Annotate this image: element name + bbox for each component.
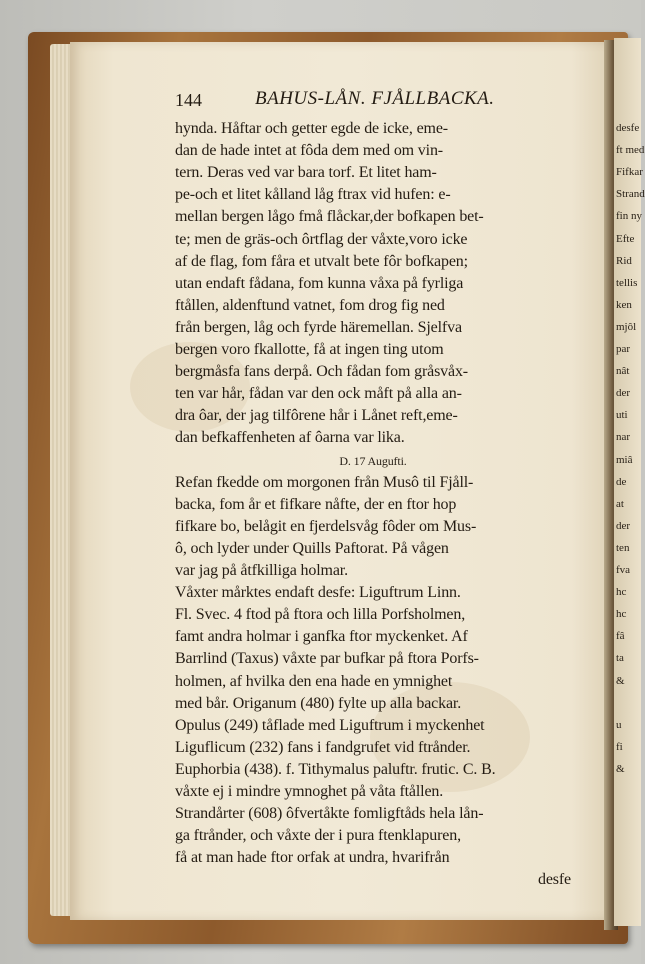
facing-text-fragment: tellis xyxy=(616,276,638,289)
text-line: holmen, af hvilka den ena hade en ymnighet xyxy=(175,672,453,690)
facing-text-fragment: desfe xyxy=(616,122,640,134)
facing-text-fragment: hc xyxy=(616,586,627,599)
facing-text-fragment: ta xyxy=(616,652,624,665)
text-line: pe-och et litet kålland låg ftrax vid hufen: e- xyxy=(175,186,451,204)
text-line: fifkare bo, belågit en fjerdelsvåg fôder om Mus- xyxy=(175,517,477,535)
facing-text-fragment: der xyxy=(616,519,631,532)
facing-text-fragment: at xyxy=(616,497,624,510)
text-line: Refan fkedde om morgonen från Musô til Fjåll- xyxy=(175,473,474,491)
text-line: hynda. Håftar och getter egde de icke, eme- xyxy=(175,120,448,137)
text-line: ô, och lyder under Quills Paftorat. På vågen xyxy=(175,539,449,557)
facing-text-fragment: Strand xyxy=(616,188,645,201)
facing-text-fragment: fâ xyxy=(616,630,625,643)
facing-text-fragment: mjôl xyxy=(616,320,637,333)
text-line: Euphorbia (438). f. Tithymalus paluftr. frutic. C. B. xyxy=(175,760,496,778)
text-line: famt andra holmar i ganfka ftor myckenket. Af xyxy=(175,628,468,646)
facing-text-fragment: u xyxy=(616,718,622,731)
facing-text-fragment: Rid xyxy=(616,254,632,267)
text-line: desfe xyxy=(537,871,571,889)
page-number: 144 xyxy=(175,90,202,110)
facing-text-fragment: ft med xyxy=(616,144,645,157)
text-line: Strandårter (608) ôfvertåkte fomligftåds hela lån- xyxy=(175,805,484,823)
text-line: våxte ej i mindre ymnoghet på våta ftållen. xyxy=(175,783,444,800)
text-line: te; men de gräs-och ôrtflag der våxte,voro icke xyxy=(175,230,468,248)
text-line: Opulus (249) tåflade med Liguftrum i myckenhet xyxy=(175,716,485,734)
facing-text-fragment: ken xyxy=(616,298,632,311)
text-line: dan befkaffenheten af ôarna var lika. xyxy=(175,429,405,447)
running-title: BAHUS-LÅN. FJÅLLBACKA. xyxy=(255,88,495,109)
facing-text-fragment: der xyxy=(616,387,631,400)
text-line: D. 17 Augufti. xyxy=(339,453,407,468)
facing-text-fragment: fi xyxy=(616,740,623,753)
text-line: bergen voro fkallotte, få at ingen ting utom xyxy=(175,341,444,358)
text-line: Barrlind (Taxus) våxte par bufkar på ftora Porfs- xyxy=(175,650,479,668)
text-line: utan endaft fådana, fom kunna våxa på fyrliga xyxy=(175,274,464,292)
facing-text-fragment: ten xyxy=(616,541,630,554)
text-line: få at man hade ftor orfak at undra, hvarifrån xyxy=(175,849,450,867)
facing-page xyxy=(614,38,645,926)
text-line: bergmåsfa fans derpå. Och fådan fom gråsvåx- xyxy=(175,363,468,381)
text-line: var jag på åtfkilliga holmar. xyxy=(175,562,348,579)
text-line: Liguflicum (232) fans i fandgrufet vid ftrånder. xyxy=(175,738,471,756)
facing-text-fragment: nât xyxy=(616,365,630,378)
facing-text-fragment: Fifkar xyxy=(616,166,643,179)
text-line: af de flag, fom fåra et utvalt bete fôr bofkapen; xyxy=(175,252,468,270)
facing-text-fragment: hc xyxy=(616,608,627,621)
facing-text-fragment: uti xyxy=(616,409,628,422)
facing-text-fragment: de xyxy=(616,475,627,488)
text-line: ftållen, aldenftund vatnet, fom drog fig ned xyxy=(175,296,445,314)
text-line: dan de hade intet at fôda dem med om vin- xyxy=(175,142,443,160)
page-header xyxy=(175,86,575,114)
text-line: från bergen, låg och fyrde häremellan. Sjelfva xyxy=(175,318,462,336)
facing-text-fragment: & xyxy=(616,762,625,775)
facing-text-fragment: fva xyxy=(616,564,631,576)
facing-text-fragment: fin ny xyxy=(616,210,642,223)
text-line: Våxter mårktes endaft desfe: Liguftrum Linn. xyxy=(175,584,461,602)
facing-text-fragment: Efte xyxy=(616,232,635,245)
text-line: mellan bergen lågo fmå flåckar,der bofkapen bet- xyxy=(175,208,484,226)
facing-text-fragment: par xyxy=(616,343,631,355)
facing-text-fragment: & xyxy=(616,674,625,687)
facing-text-fragment: miâ xyxy=(616,453,633,466)
text-line: med bår. Origanum (480) fylte up alla backar. xyxy=(175,694,462,712)
text-line: dra ôar, der jag tilfôrene hår i Lånet reft,eme- xyxy=(175,407,458,425)
text-line: Fl. Svec. 4 ftod på ftora och lilla Porfsholmen, xyxy=(175,606,466,624)
text-line: backa, fom år et fifkare nåfte, der en ftor hop xyxy=(175,495,457,513)
text-line: tern. Deras ved var bara torf. Et litet ham- xyxy=(175,164,437,182)
text-line: ten var hår, fådan var den ock måft på alla an- xyxy=(175,385,462,403)
facing-text-fragment: nar xyxy=(616,431,631,444)
text-line: ga ftrånder, och våxte der i pura ftenklapuren, xyxy=(175,827,461,845)
